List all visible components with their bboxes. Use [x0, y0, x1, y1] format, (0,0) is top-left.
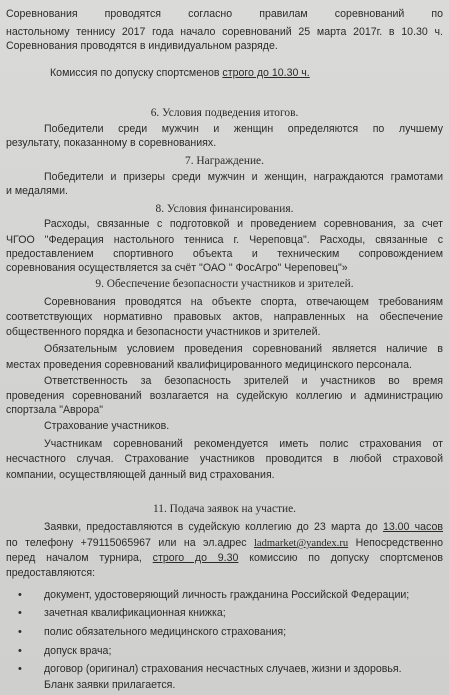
- bullet-icon: •: [18, 589, 22, 601]
- section-8-line-2: ЧГОО "Федерация настольного тенниса г. Череповца". Расходы, связанные с: [6, 234, 443, 246]
- insurance-line-1: Участникам соревнований рекомендуется иметь полис страхования от: [44, 438, 443, 450]
- application-deadline-time: 13.00 часов: [382, 521, 443, 533]
- section-11-title: 11. Подача заявок на участие.: [153, 503, 296, 515]
- rules-line-2: настольному теннису 2017 года начало соревнований 25 марта 2017г. в 10.30 ч.: [6, 26, 443, 38]
- section-7-title: 7. Награждение.: [185, 155, 264, 167]
- admission-commission-text: Комиссия по допуску спортсменов: [50, 67, 223, 79]
- insurance-line-3: компании, осуществляющей данный вид страхования.: [6, 469, 275, 481]
- section-6-line-2: результату, показанному в соревнованиях.: [6, 137, 217, 149]
- section-8-title: 8. Условия финансирования.: [155, 203, 294, 215]
- email-link[interactable]: ladmarket@yandex.ru: [253, 538, 349, 549]
- section-11-line-2: [6, 537, 443, 550]
- insurance-title: Страхование участников.: [44, 420, 170, 432]
- section-7-line-1: Победители и призеры среди мужчин и женщин, награждаются грамотами: [44, 171, 443, 183]
- section-9-para-1-line-1: Соревнования проводятся на объекте спорта, отвечающем требованиям: [44, 296, 443, 308]
- section-11-line-1-text: Заявки, предоставляются в судейскую коллегию до 23 марта до: [44, 521, 383, 533]
- section-6-title: 6. Условия подведения итогов.: [150, 107, 299, 119]
- application-form-note: Бланк заявки прилагается.: [44, 679, 176, 691]
- commission-deadline: строго до 9.30: [152, 552, 239, 564]
- insurance-line-2: несчастного случая. Страхование участников проводится в любой страховой: [6, 453, 443, 465]
- bullet-icon: •: [18, 645, 22, 657]
- bullet-icon: •: [18, 626, 22, 638]
- list-item: документ, удостоверяющий личность гражданина Российской Федерации;: [44, 589, 410, 601]
- section-11-line-3: [6, 552, 443, 565]
- bullet-icon: •: [18, 607, 22, 619]
- section-9-para-1-line-3: общественного порядка и безопасности участников и зрителей.: [6, 326, 321, 338]
- rules-line-3: Соревнования проводятся в индивидуальном разряде.: [6, 40, 278, 52]
- section-9-para-2-line-2: местах проведения соревнований квалифицированного медицинского персонала.: [6, 359, 412, 371]
- section-9-para-2-line-1: Обязательным условием проведения соревнований является наличие в: [44, 343, 443, 355]
- list-item: допуск врача;: [44, 645, 112, 657]
- section-9-para-3-line-1: Ответственность за безопасность зрителей и участников во время: [44, 375, 443, 387]
- section-9-para-3-line-2: проведения соревнований возлагается на судейскую коллегию и администрацию: [6, 390, 443, 402]
- rules-line-1: Соревнования проводятся согласно правилам соревнований по: [6, 8, 443, 20]
- section-6-line-1: Победители среди мужчин и женщин определяются по лучшему: [44, 123, 443, 135]
- section-7-line-2: и медалями.: [6, 185, 68, 197]
- section-9-para-3-line-3: спортзала "Аврора": [6, 404, 103, 416]
- phone-text: по телефону +79115065967 или на эл.адрес: [6, 537, 254, 549]
- section-11-line-1: [44, 521, 443, 534]
- section-8-line-3: предоставлением спортивного объекта и техническим сопровождением: [6, 248, 443, 260]
- section-9-para-1-line-2: соответствующих нормативно правовых актов, направленных на обеспечение: [6, 311, 443, 323]
- admission-commission-line: [50, 67, 443, 80]
- admission-deadline: строго до 10.30 ч.: [222, 67, 310, 79]
- section-11-line-4: предоставляются:: [6, 567, 96, 579]
- section-11-line-3-tail: комиссию по допуску спортсменов: [238, 552, 443, 564]
- section-9-title: 9. Обеспечение безопасности участников и зрителей.: [95, 278, 354, 290]
- section-11-line-3-text: перед началом турнира,: [6, 552, 153, 564]
- section-8-line-1: Расходы, связанные с подготовкой и проведением соревнования, за счет: [44, 218, 443, 230]
- bullet-icon: •: [18, 663, 22, 675]
- list-item: договор (оригинал) страхования несчастных случаев, жизни и здоровья.: [44, 663, 402, 675]
- list-item: полис обязательного медицинского страхования;: [44, 626, 287, 638]
- list-item: зачетная квалификационная книжка;: [44, 607, 226, 619]
- section-8-line-4: соревнования осуществляется за счёт "ОАО " ФосАгро" Череповец"»: [6, 262, 348, 274]
- section-11-line-2-tail: Непосредственно: [348, 537, 443, 549]
